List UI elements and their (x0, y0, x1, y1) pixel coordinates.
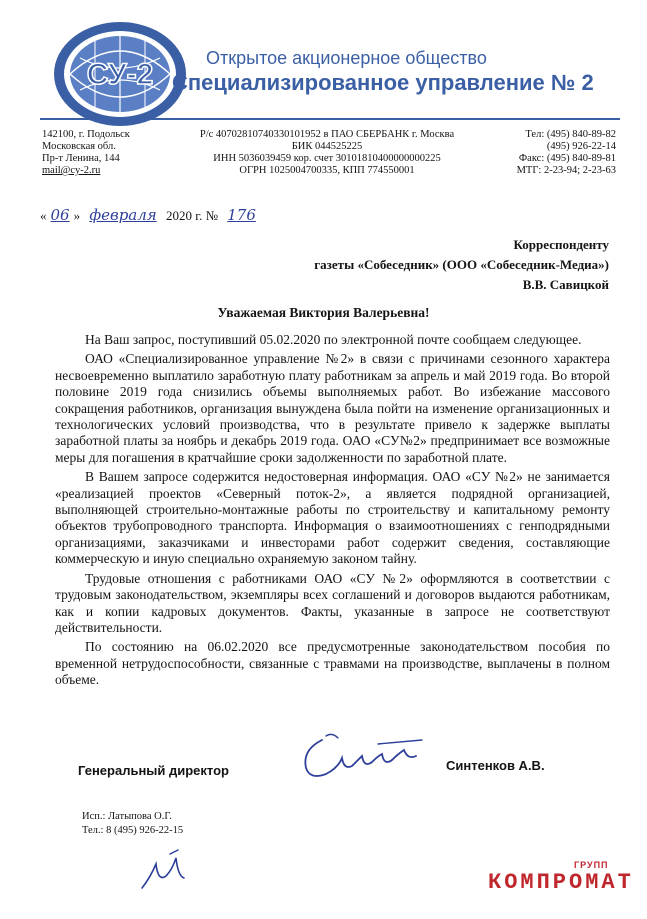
paragraph: ОАО «Специализированное управление №2» в связи с причинами сезонного характера несвоевременно выплатило заработную плату работникам за апрель и май 2019 года. Во второй половине 2019 года снизились объемы выполняемых работ. Во избежание массового сокращения работников, организация вынуждена была пойти на изменение организационных и технологических условий производства, что в результате привело к задержке выплаты заработной платы за ноябрь и декабрь 2019 года. ОАО «СУ№2» предпринимает все возможные меры для погашения в кратчайшие сроки задолженности по заработной плате. (55, 351, 610, 465)
address-line: Московская обл. (42, 141, 116, 152)
date-open-quote: « (40, 208, 47, 223)
email-link[interactable]: mail@cy-2.ru (42, 165, 101, 176)
handwritten-signature (292, 730, 432, 786)
watermark-main: КОМПРОМАТ (488, 870, 634, 895)
bank-line: ОГРН 1025004700335, КПП 774550001 (239, 165, 415, 176)
executor-name: Исп.: Латыпова О.Г. (82, 811, 172, 822)
document-number: 176 (227, 206, 256, 224)
executor-block (82, 810, 183, 838)
phone-line: (495) 926-22-14 (546, 141, 616, 152)
paragraph: В Вашем запросе содержится недостоверная информация. ОАО «СУ №2» не занимается «реализацией проектов «Северный поток-2», а является подрядной организацией, выполняющей строительно-монтажные работы по строительству и капитальному ремонту объектов трубопроводного транспорта. Информация о взаимоотношениях с генподрядными организациями, заказчиками и инвесторами работ содержит сведения, составляющие коммерческую и иную специально охраняемую законом тайну. (55, 469, 610, 567)
address-line: 142100, г. Подольск (42, 129, 130, 140)
date-close-quote: » (73, 208, 81, 223)
date-year: 2020 г. № (165, 208, 219, 223)
org-name: Специализированное управление № 2 (172, 70, 594, 95)
paragraph: Трудовые отношения с работниками ОАО «СУ №2» оформляются в соответствии с трудовым законодательством, экземпляры всех соглашений и договоров выдаются работникам, как и копии кадровых документов. Факты, указанные в запросе не соответствуют действительности. (55, 570, 610, 635)
phone-line: Тел: (495) 840-89-82 (525, 129, 616, 140)
letter-body (55, 332, 610, 692)
executor-phone: Тел.: 8 (495) 926-22-15 (82, 825, 184, 836)
greeting: Уважаемая Виктория Валерьевна! (217, 305, 430, 320)
recipient-block (314, 235, 609, 295)
bank-line: ИНН 5036039459 кор. счет 30101810400000000225 (213, 153, 441, 164)
phone-line: МТГ: 2-23-94; 2-23-63 (516, 165, 616, 176)
recipient-line: В.В. Савицкой (522, 277, 609, 292)
date-day: 06 (50, 206, 70, 224)
date-month: февраля (89, 206, 157, 224)
phone-line: Факс: (495) 840-89-81 (518, 153, 616, 164)
address-line: Пр-т Ленина, 144 (42, 153, 120, 164)
org-type: Открытое акционерное общество (206, 48, 487, 68)
paragraph: По состоянию на 06.02.2020 все предусмотренные законодательством пособия по временной нетрудоспособности, связанные с травмами на производстве, выплачены в полном объеме. (55, 639, 610, 688)
watermark-top: ГРУПП (574, 860, 609, 870)
bank-line: БИК 044525225 (291, 141, 363, 152)
recipient-line: Корреспонденту (513, 237, 609, 252)
signer-name: Синтенков А.В. (446, 758, 545, 773)
date-line (40, 206, 262, 224)
address-block (42, 129, 130, 177)
paragraph: На Ваш запрос, поступивший 05.02.2020 по электронной почте сообщаем следующее. (85, 332, 582, 347)
handwritten-initials (130, 848, 205, 898)
bank-line: Р/с 40702810740330101952 в ПАО СБЕРБАНК г. Москва (199, 129, 455, 140)
contact-phones (468, 129, 616, 177)
header-divider (40, 118, 620, 120)
company-logo (50, 18, 190, 130)
logo-text: СУ-2 (86, 58, 154, 91)
signer-position: Генеральный директор (78, 763, 229, 778)
bank-details (186, 129, 468, 177)
recipient-line: газеты «Собеседник» (ООО «Собеседник-Медиа») (314, 257, 609, 272)
